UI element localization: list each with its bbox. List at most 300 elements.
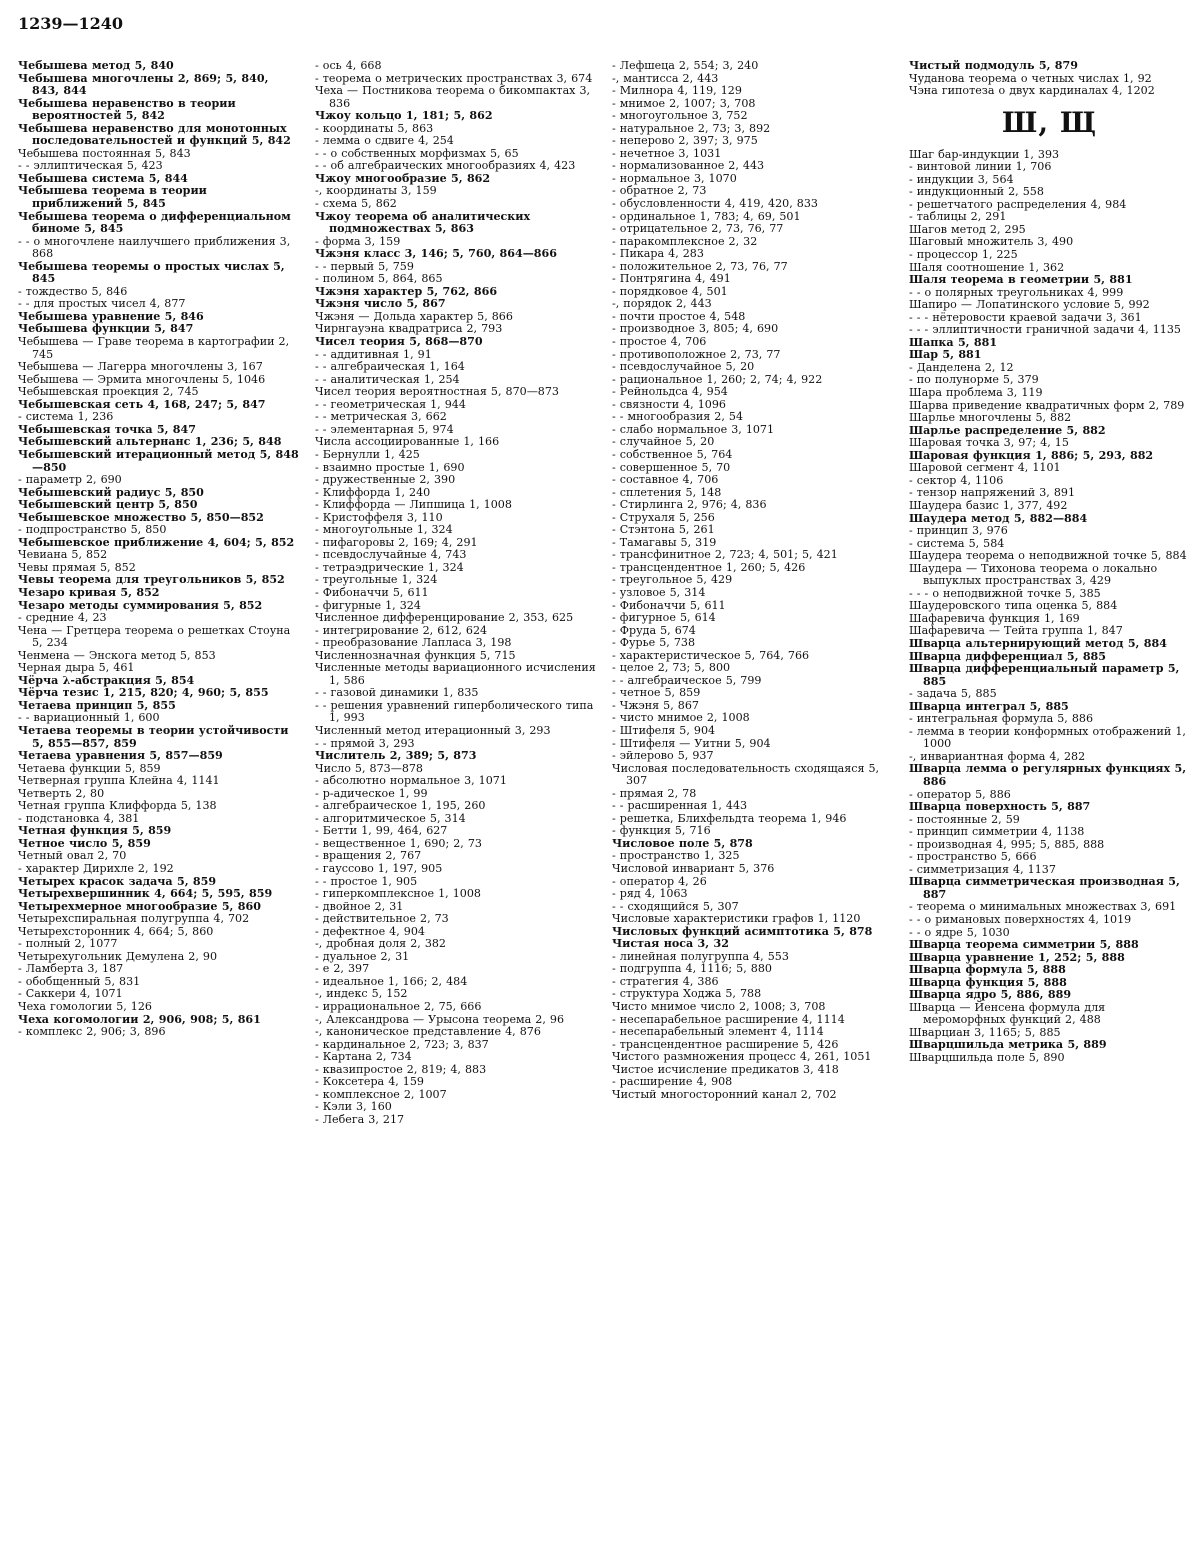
index-entry: Чезаро методы суммирования 5, 852: [18, 598, 263, 612]
index-entry: Шаговый множитель 3, 490: [909, 235, 1074, 249]
index-entry: Чёрча тезис 1, 215, 820; 4, 960; 5, 855: [18, 686, 269, 700]
index-entry: Шарва приведение квадратичных форм 2, 789: [909, 398, 1185, 412]
index-entry: Числовой инвариант 5, 376: [612, 862, 775, 875]
index-entry: - структура Ходжа 5, 788: [612, 987, 762, 1001]
index-entry: Шагов метод 2, 295: [909, 222, 1026, 236]
index-entry: - квазипростое 2, 819; 4, 883: [315, 1062, 487, 1076]
index-entry: - подгруппа 4, 1116; 5, 880: [612, 962, 772, 976]
index-entry: - подстановка 4, 381: [18, 811, 140, 825]
index-entry: - интегральная формула 5, 886: [909, 712, 1094, 726]
index-entry: Чебышева теоремы о простых числах 5, 845: [18, 259, 285, 286]
index-entry: Численные методы вариационного исчисления 1, 586: [315, 661, 596, 687]
index-entry: Шварца теорема симметрии 5, 888: [909, 938, 1139, 952]
index-entry: Черная дыра 5, 461: [18, 661, 135, 675]
index-entry: Чебышевское множество 5, 850—852: [18, 510, 264, 524]
index-entry: - Бетти 1, 99, 464, 627: [315, 824, 448, 838]
index-entry: - тождество 5, 846: [18, 284, 128, 298]
index-entry: - ось 4, 668: [315, 60, 382, 72]
index-entry: Шарлье распределение 5, 882: [909, 423, 1106, 437]
index-entry: - - - о неподвижной точке 5, 385: [909, 586, 1101, 600]
index-entry: - гауссово 1, 197, 905: [315, 862, 443, 875]
index-entry: - индукционный 2, 558: [909, 185, 1044, 199]
index-entry: - p-адическое 1, 99: [315, 786, 428, 800]
index-entry: - дуальное 2, 31: [315, 949, 410, 963]
index-entry: - средние 4, 23: [18, 611, 107, 625]
index-entry: - вещественное 1, 690; 2, 73: [315, 836, 482, 850]
index-entry: - случайное 5, 20: [612, 435, 715, 449]
index-entry: - оператор 4, 26: [612, 874, 707, 888]
index-entry: Чебышева уравнение 5, 846: [18, 309, 204, 323]
index-entry: - нечетное 3, 1031: [612, 146, 722, 160]
index-entry: Четное число 5, 859: [18, 836, 151, 850]
index-entry: Чебышева — Лагерра многочлены 3, 167: [18, 360, 263, 374]
index-entry: Чебышевский центр 5, 850: [18, 498, 198, 512]
index-entry: - лемма в теории конформных отображений 1, 1000: [909, 724, 1186, 751]
index-entry: Шварца функция 5, 888: [909, 975, 1067, 989]
index-entry: - ординальное 1, 783; 4, 69, 501: [612, 209, 801, 223]
index-entry: Шварца дифференциальный параметр 5, 885: [909, 662, 1180, 688]
page-range-header: 1239—1240: [18, 14, 124, 33]
index-entry: - симметризация 4, 1137: [909, 862, 1056, 876]
index-entry: Четырехсторонник 4, 664; 5, 860: [18, 924, 214, 938]
index-entry: - интегрирование 2, 612, 624: [315, 623, 488, 637]
index-entry: - многоугольные 1, 324: [315, 523, 453, 537]
index-entry: - полином 5, 864, 865: [315, 272, 443, 286]
index-entry: - кардинальное 2, 723; 3, 837: [315, 1037, 489, 1051]
index-entry: - нормальное 3, 1070: [612, 171, 737, 185]
index-entry: - рациональное 1, 260; 2, 74; 4, 922: [612, 372, 823, 386]
index-entry: Чеха когомологии 2, 906, 908; 5, 861: [18, 1012, 261, 1026]
index-entry: Чеха гомологии 5, 126: [18, 1000, 152, 1014]
index-entry: Четырех красок задача 5, 859: [18, 874, 217, 888]
index-entry: Четная группа Клиффорда 5, 138: [18, 799, 217, 813]
index-entry: - параметр 2, 690: [18, 473, 122, 487]
index-entry: Числа ассоциированные 1, 166: [315, 435, 500, 449]
index-entry: - Струхаля 5, 256: [612, 510, 715, 524]
index-entry: - - о ядре 5, 1030: [909, 925, 1010, 939]
index-entry: - пространство 1, 325: [612, 849, 740, 863]
index-entry: - - сходящийся 5, 307: [612, 899, 739, 913]
index-entry: - форма 3, 159: [315, 234, 401, 248]
index-entry: - производное 3, 805; 4, 690: [612, 322, 779, 336]
index-entry: -, каноническое представление 4, 876: [315, 1025, 541, 1039]
index-entry: - комплексное 2, 1007: [315, 1087, 447, 1101]
index-entry: - Бернулли 1, 425: [315, 447, 420, 461]
index-entry: - неперово 2, 397; 3, 975: [612, 134, 758, 148]
index-entry: - постоянные 2, 59: [909, 812, 1020, 826]
index-entry: Чебышева — Граве теорема в картографии 2, 745: [18, 335, 290, 361]
index-entry: Чевиана 5, 852: [18, 548, 108, 562]
index-columns: [18, 60, 1190, 1544]
index-entry: Шаудера — Тихонова теорема о локально выпуклых пространствах 3, 429: [909, 561, 1158, 588]
index-entry: - - газовой динамики 1, 835: [315, 686, 479, 700]
index-entry: Ченмена — Энскога метод 5, 853: [18, 648, 216, 662]
index-entry: - чисто мнимое 2, 1008: [612, 711, 750, 725]
index-entry: Численный метод итерационный 3, 293: [315, 723, 551, 737]
index-entry: - натуральное 2, 73; 3, 892: [612, 121, 771, 135]
index-entry: - - аддитивная 1, 91: [315, 347, 432, 361]
index-entry: - - аналитическая 1, 254: [315, 372, 460, 386]
index-entry: - - о собственных морфизмах 5, 65: [315, 146, 519, 160]
index-entry: - дефектное 4, 904: [315, 924, 425, 938]
index-entry: - подпространство 5, 850: [18, 523, 167, 537]
index-entry: Чжэня — Дольда характер 5, 866: [315, 309, 513, 323]
index-entry: - Ламберта 3, 187: [18, 962, 124, 976]
index-entry: Чистая носа 3, 32: [612, 937, 729, 951]
index-entry: Чисел теория вероятностная 5, 870—873: [315, 385, 559, 399]
index-entry: Чебышевское приближение 4, 604; 5, 852: [18, 535, 295, 549]
index-entry: - система 5, 584: [909, 536, 1005, 550]
index-entry: - алгоритмическое 5, 314: [315, 811, 466, 825]
index-entry: Шаровой сегмент 4, 1101: [909, 461, 1061, 475]
index-entry: - Кэли 3, 160: [315, 1100, 392, 1114]
index-entry: - многоугольное 3, 752: [612, 109, 748, 123]
index-entry: - пифагоровы 2, 169; 4, 291: [315, 535, 478, 549]
index-entry: Чистый многосторонний канал 2, 702: [612, 1087, 837, 1101]
index-entry: - - элементарная 5, 974: [315, 422, 454, 436]
index-entry: Чебышева многочлены 2, 869; 5, 840, 843, 844: [18, 71, 269, 98]
index-entry: - Фибоначчи 5, 611: [612, 598, 726, 612]
index-entry: Шварцшильда поле 5, 890: [909, 1051, 1065, 1065]
index-entry: Шаля теорема в геометрии 5, 881: [909, 273, 1133, 287]
index-entry: - Фибоначчи 5, 611: [315, 585, 429, 599]
index-entry: - координаты 5, 863: [315, 121, 434, 135]
index-entry: Числитель 2, 389; 5, 873: [315, 749, 477, 763]
index-entry: - Понтрягина 4, 491: [612, 272, 731, 286]
index-entry: Чистое исчисление предикатов 3, 418: [612, 1062, 839, 1076]
index-entry: Чебышева постоянная 5, 843: [18, 146, 191, 160]
index-entry: - собственное 5, 764: [612, 447, 733, 461]
index-column-2: [315, 60, 596, 1544]
index-entry: - - геометрическая 1, 944: [315, 397, 466, 411]
index-entry: -, инвариантная форма 4, 282: [909, 749, 1086, 763]
index-entry: - система 1, 236: [18, 410, 114, 424]
index-entry: Шварца формула 5, 888: [909, 963, 1066, 977]
index-entry: Чебышева неравенство для монотонных последовательностей и функций 5, 842: [18, 121, 291, 148]
index-entry: Чисел теория 5, 868—870: [315, 335, 483, 349]
index-entry: Четный овал 2, 70: [18, 849, 127, 863]
index-entry: Чебышевский радиус 5, 850: [18, 485, 204, 499]
index-entry: - почти простое 4, 548: [612, 309, 746, 323]
index-entry: Шафаревича — Тейта группа 1, 847: [909, 624, 1123, 638]
index-entry: - Тамагавы 5, 319: [612, 535, 717, 549]
index-entry: - принцип 3, 976: [909, 524, 1008, 538]
index-entry: - - метрическая 3, 662: [315, 410, 447, 424]
index-entry: Шварца интеграл 5, 885: [909, 699, 1069, 713]
index-entry: Четаева уравнения 5, 857—859: [18, 749, 223, 763]
index-entry: -, координаты 3, 159: [315, 184, 437, 198]
index-entry: - ряд 4, 1063: [612, 887, 688, 901]
index-entry: Числовое поле 5, 878: [612, 836, 753, 850]
index-entry: Четная функция 5, 859: [18, 824, 172, 838]
index-entry: Чеха — Постникова теорема о бикомпактах 3, 836: [315, 84, 591, 110]
index-entry: Чебышевский альтернанс 1, 236; 5, 848: [18, 435, 282, 449]
index-entry: Шварца — Йенсена формула для мероморфных функций 2, 488: [909, 1000, 1106, 1027]
index-entry: - - о полярных треугольниках 4, 999: [909, 285, 1124, 299]
index-entry: Числовых функций асимптотика 5, 878: [612, 924, 873, 938]
index-entry: Чебышева — Эрмита многочлены 5, 1046: [18, 372, 266, 386]
index-entry: - - прямой 3, 293: [315, 736, 415, 750]
index-entry: Шаудера теорема о неподвижной точке 5, 884: [909, 549, 1187, 563]
index-entry: - тензор напряжений 3, 891: [909, 486, 1075, 500]
index-entry: - - первый 5, 759: [315, 259, 414, 273]
index-column-4: [909, 60, 1190, 1544]
index-entry: - характеристическое 5, 764, 766: [612, 648, 810, 662]
index-entry: -, дробная доля 2, 382: [315, 937, 446, 951]
index-entry: Шаровая функция 1, 886; 5, 293, 882: [909, 448, 1154, 462]
index-entry: - сплетения 5, 148: [612, 485, 722, 499]
index-entry: - Картана 2, 734: [315, 1050, 412, 1064]
index-entry: Чирнгауэна квадратриса 2, 793: [315, 322, 503, 336]
index-entry: Чжэня характер 5, 762, 866: [315, 284, 498, 298]
index-entry: Чэна гипотеза о двух кардиналах 4, 1202: [909, 84, 1155, 98]
index-entry: Чуданова теорема о четных числах 1, 92: [909, 71, 1152, 85]
index-entry: Четаева функции 5, 859: [18, 761, 161, 775]
index-entry: - Рейнольдса 4, 954: [612, 385, 728, 399]
index-entry: - мнимое 2, 1007; 3, 708: [612, 96, 756, 110]
section-letter-heading: Ш, Щ: [1001, 105, 1098, 139]
index-entry: Чебышева функции 5, 847: [18, 322, 194, 336]
index-entry: Шаг бар-индукции 1, 393: [909, 147, 1060, 161]
index-entry: - обратное 2, 73: [612, 184, 707, 198]
index-entry: - решетчатого распределения 4, 984: [909, 197, 1127, 211]
index-entry: - вращения 2, 767: [315, 849, 422, 863]
index-entry: Чжэня класс 3, 146; 5, 760, 864—866: [315, 247, 557, 261]
index-column-1: [18, 60, 299, 1544]
index-entry: Чебышевская сеть 4, 168, 247; 5, 847: [18, 397, 266, 411]
index-entry: - Лефшеца 2, 554; 3, 240: [612, 60, 759, 72]
index-entry: - решетка, Блихфельдта теорема 1, 946: [612, 811, 847, 825]
index-entry: - порядковое 4, 501: [612, 284, 728, 298]
index-entry: - теорема о метрических пространствах 3, 674: [315, 71, 593, 85]
index-entry: - Фруда 5, 674: [612, 623, 696, 637]
index-entry: - фигурное 5, 614: [612, 611, 716, 625]
index-entry: Чебышева метод 5, 840: [18, 60, 174, 72]
index-entry: Шара проблема 3, 119: [909, 386, 1043, 400]
index-entry: Четаева принцип 5, 855: [18, 698, 176, 712]
index-entry: - узловое 5, 314: [612, 585, 706, 599]
index-entry: Чистый подмодуль 5, 879: [909, 60, 1078, 72]
index-entry: - винтовой линии 1, 706: [909, 160, 1052, 174]
index-entry: -, индекс 5, 152: [315, 987, 408, 1001]
index-entry: -, порядок 2, 443: [612, 297, 712, 311]
index-entry: - Лебега 3, 217: [315, 1112, 405, 1126]
index-entry: Число 5, 873—878: [315, 761, 423, 775]
index-entry: - - алгебраическое 5, 799: [612, 673, 762, 687]
index-entry: Чёрча λ-абстракция 5, 854: [18, 673, 195, 687]
index-entry: - процессор 1, 225: [909, 248, 1018, 262]
index-entry: Шварца лемма о регулярных функциях 5, 886: [909, 762, 1187, 788]
index-entry: Чебышева неравенство в теории вероятностей 5, 842: [18, 96, 236, 123]
index-entry: Шварца дифференциал 5, 885: [909, 649, 1106, 663]
index-entry: - расширение 4, 908: [612, 1075, 733, 1089]
index-entry: - несепарабельный элемент 4, 1114: [612, 1025, 824, 1039]
index-entry: - - расширенная 1, 443: [612, 799, 748, 813]
index-entry: - - о многочлене наилучшего приближения 3, 868: [18, 234, 291, 261]
index-entry: - характер Дирихле 2, 192: [18, 862, 174, 875]
index-entry: Шварца поверхность 5, 887: [909, 800, 1091, 814]
index-entry: - принцип симметрии 4, 1138: [909, 825, 1085, 839]
index-entry: Четверть 2, 80: [18, 786, 105, 800]
index-entry: - четное 5, 859: [612, 686, 701, 700]
index-entry: - совершенное 5, 70: [612, 460, 731, 474]
index-entry: - таблицы 2, 291: [909, 210, 1007, 224]
index-entry: - целое 2, 73; 5, 800: [612, 661, 731, 675]
index-entry: - гиперкомплексное 1, 1008: [315, 887, 481, 901]
index-entry: - Пикара 4, 283: [612, 247, 704, 261]
index-entry: Четырехмерное многообразие 5, 860: [18, 899, 261, 913]
index-entry: - эйлерово 5, 937: [612, 749, 714, 763]
index-entry: - идеальное 1, 166; 2, 484: [315, 974, 468, 988]
index-entry: - линейная полугруппа 4, 553: [612, 949, 789, 963]
index-entry: Чистого размножения процесс 4, 261, 1051: [612, 1050, 872, 1064]
index-entry: Чена — Гретцера теорема о решетках Стоуна 5, 234: [18, 623, 291, 650]
index-entry: - по полунорме 5, 379: [909, 373, 1039, 387]
index-entry: Чжоу кольцо 1, 181; 5, 862: [315, 109, 493, 123]
index-entry: Четверная группа Клейна 4, 1141: [18, 774, 220, 788]
index-entry: - псевдослучайные 4, 743: [315, 548, 467, 562]
index-entry: - полный 2, 1077: [18, 937, 118, 951]
index-column-3: [612, 60, 893, 1544]
index-entry: - сектор 4, 1106: [909, 473, 1004, 487]
index-entry: Чжэня число 5, 867: [315, 297, 446, 311]
index-entry: - комплекс 2, 906; 3, 896: [18, 1025, 166, 1039]
index-entry: - - эллиптическая 5, 423: [18, 159, 163, 173]
index-entry: - - для простых чисел 4, 877: [18, 297, 186, 311]
index-entry: - составное 4, 706: [612, 473, 719, 487]
index-entry: Числовая последовательность сходящаяся 5, 307: [612, 761, 880, 788]
index-entry: - оператор 5, 886: [909, 787, 1011, 801]
index-entry: Чезаро кривая 5, 852: [18, 585, 160, 599]
index-entry: - отрицательное 2, 73, 76, 77: [612, 222, 784, 236]
index-entry: Чевы теорема для треугольников 5, 852: [18, 573, 285, 587]
index-entry: - несепарабельное расширение 4, 1114: [612, 1012, 845, 1026]
index-entry: - индукции 3, 564: [909, 172, 1014, 186]
index-entry: Чебышева теорема в теории приближений 5, 845: [18, 184, 207, 211]
index-entry: Шварциан 3, 1165; 5, 885: [909, 1025, 1061, 1039]
index-entry: - трансцендентное 1, 260; 5, 426: [612, 560, 806, 574]
index-entry: -, мантисса 2, 443: [612, 71, 719, 85]
index-entry: Шаудера базис 1, 377, 492: [909, 498, 1068, 512]
index-entry: - треугольные 1, 324: [315, 573, 438, 587]
index-entry: Численнозначная функция 5, 715: [315, 648, 516, 662]
index-entry: - Кристоффеля 3, 110: [315, 510, 443, 524]
index-entry: Чжоу многообразие 5, 862: [315, 171, 491, 185]
index-entry: - противоположное 2, 73, 77: [612, 347, 781, 361]
index-entry: Шаудеровского типа оценка 5, 884: [909, 599, 1118, 613]
index-entry: - трансцендентное расширение 5, 426: [612, 1037, 839, 1051]
index-entry: Шаля соотношение 1, 362: [909, 260, 1065, 274]
index-entry: - Коксетера 4, 159: [315, 1075, 424, 1089]
index-entry: - - вариационный 1, 600: [18, 711, 160, 725]
index-entry: - Чжэня 5, 867: [612, 698, 699, 712]
index-entry: - - о римановых поверхностях 4, 1019: [909, 913, 1132, 926]
index-entry: - обусловленности 4, 419, 420, 833: [612, 197, 818, 211]
index-entry: - - - эллиптичности граничной задачи 4, 1135: [909, 323, 1181, 337]
index-entry: - - - нётеровости краевой задачи 3, 361: [909, 310, 1142, 324]
index-entry: Шарлье многочлены 5, 882: [909, 411, 1072, 425]
index-entry: - Клиффорда — Липшица 1, 1008: [315, 498, 512, 512]
index-entry: - обобщенный 5, 831: [18, 974, 141, 988]
index-entry: Численное дифференцирование 2, 353, 625: [315, 611, 574, 625]
index-entry: - слабо нормальное 3, 1071: [612, 422, 775, 436]
index-entry: - простое 4, 706: [612, 335, 707, 349]
index-entry: Шварца ядро 5, 886, 889: [909, 988, 1072, 1002]
index-entry: - Стэнтона 5, 261: [612, 523, 715, 537]
index-entry: Чебышева теорема о дифференциальном биноме 5, 845: [18, 209, 291, 236]
index-entry: - псевдослучайное 5, 20: [612, 360, 755, 374]
index-entry: Чебышевская точка 5, 847: [18, 422, 196, 436]
index-entry: - действительное 2, 73: [315, 912, 449, 926]
index-entry: - иррациональное 2, 75, 666: [315, 1000, 482, 1014]
index-entry: Шаудера метод 5, 882—884: [909, 511, 1088, 525]
index-entry: Четырехвершинник 4, 664; 5, 595, 859: [18, 887, 273, 901]
index-entry: - положительное 2, 73, 76, 77: [612, 259, 788, 273]
index-entry: - дружественные 2, 390: [315, 473, 456, 487]
index-entry: Шапка 5, 881: [909, 335, 998, 349]
index-entry: - пространство 5, 666: [909, 850, 1037, 864]
index-entry: - - решения уравнений гиперболического типа 1, 993: [315, 698, 594, 725]
index-entry: - взаимно простые 1, 690: [315, 460, 465, 474]
index-entry: - абсолютно нормальное 3, 1071: [315, 774, 507, 788]
index-entry: - нормализованное 2, 443: [612, 159, 765, 173]
index-entry: - Клиффорда 1, 240: [315, 485, 431, 499]
index-entry: - производная 4, 995; 5, 885, 888: [909, 837, 1105, 851]
index-entry: Четырехспиральная полугруппа 4, 702: [18, 912, 250, 926]
index-entry: - лемма о сдвиге 4, 254: [315, 134, 454, 148]
index-entry: - фигурные 1, 324: [315, 598, 421, 612]
index-entry: Чебышевская проекция 2, 745: [18, 385, 199, 399]
index-entry: - Милнора 4, 119, 129: [612, 84, 742, 98]
index-entry: Шаровая точка 3, 97; 4, 15: [909, 436, 1069, 450]
index-entry: - тетраэдрические 1, 324: [315, 560, 464, 574]
index-entry: - стратегия 4, 386: [612, 974, 719, 988]
index-entry: - связности 4, 1096: [612, 397, 726, 411]
index-entry: Четырехугольник Демулена 2, 90: [18, 949, 217, 963]
index-entry: -, Александрова — Урысона теорема 2, 96: [315, 1012, 565, 1026]
index-entry: Чжоу теорема об аналитических подмножествах 5, 863: [315, 209, 531, 236]
index-entry: - Саккери 4, 1071: [18, 987, 123, 1001]
index-entry: Чебышевский итерационный метод 5, 848—850: [18, 447, 299, 474]
index-entry: - Фурье 5, 738: [612, 636, 696, 650]
index-entry: Чисто мнимое число 2, 1008; 3, 708: [612, 1000, 826, 1014]
index-entry: Числовые характеристики графов 1, 1120: [612, 912, 861, 926]
index-entry: - схема 5, 862: [315, 197, 397, 211]
index-entry: - трансфинитное 2, 723; 4, 501; 5, 421: [612, 548, 838, 562]
index-entry: Шар 5, 881: [909, 348, 982, 362]
index-entry: - Данделена 2, 12: [909, 360, 1014, 374]
index-entry: Четаева теоремы в теории устойчивости 5, 855—857, 859: [18, 723, 289, 750]
index-entry: Чебышева система 5, 844: [18, 171, 188, 185]
index-entry: Шварца альтернирующий метод 5, 884: [909, 636, 1167, 650]
index-entry: Шафаревича функция 1, 169: [909, 611, 1080, 625]
index-entry: - алгебраическое 1, 195, 260: [315, 799, 486, 813]
index-entry: - - об алгебраических многообразиях 4, 423: [315, 159, 576, 173]
index-entry: - Стирлинга 2, 976; 4, 836: [612, 498, 767, 512]
index-entry: - двойное 2, 31: [315, 899, 404, 913]
index-entry: Шварцшильда метрика 5, 889: [909, 1038, 1107, 1052]
index-entry: - - простое 1, 905: [315, 874, 418, 888]
index-entry: - e 2, 397: [315, 962, 370, 976]
index-entry: - преобразование Лапласа 3, 198: [315, 636, 512, 650]
index-entry: Шварца симметрическая производная 5, 887: [909, 875, 1180, 901]
index-entry: Шапиро — Лопатинского условие 5, 992: [909, 298, 1150, 312]
index-entry: - Штифеля — Уитни 5, 904: [612, 736, 771, 750]
index-entry: - прямая 2, 78: [612, 786, 697, 800]
index-entry: - паракомплексное 2, 32: [612, 234, 758, 248]
index-entry: - треугольное 5, 429: [612, 573, 733, 587]
index-entry: - - многообразия 2, 54: [612, 410, 744, 424]
